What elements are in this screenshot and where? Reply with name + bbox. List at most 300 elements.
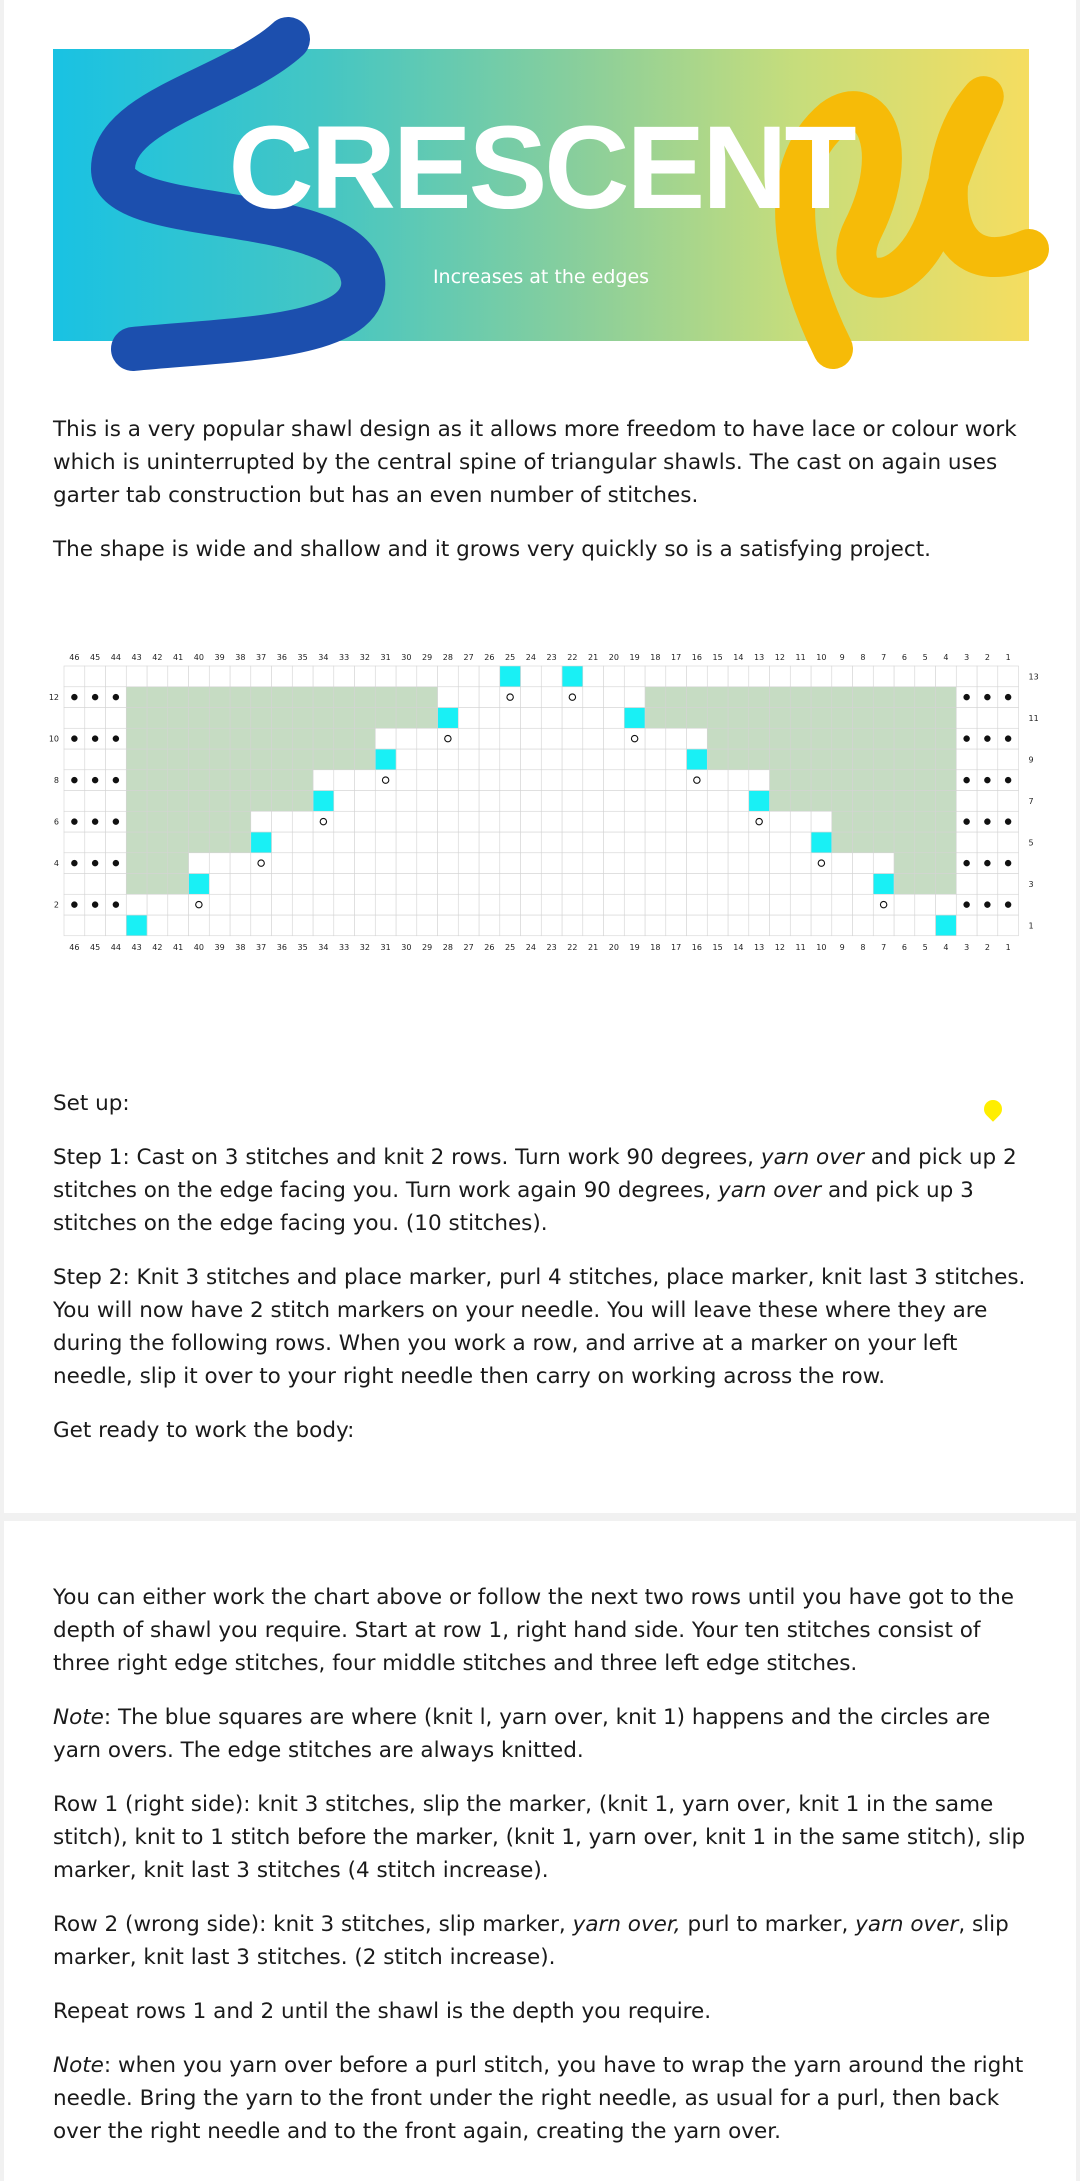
- chart-cell: [521, 728, 542, 749]
- chart-cell: [873, 811, 894, 832]
- chart-cell: [126, 791, 147, 812]
- chart-cell: [915, 708, 936, 729]
- chart-cell: [915, 666, 936, 687]
- column-label-bottom: 24: [525, 942, 536, 952]
- edge-stitch-dot: [963, 860, 969, 866]
- edge-stitch-dot: [113, 818, 119, 824]
- chart-cell: [85, 915, 106, 936]
- chart-cell: [313, 832, 334, 853]
- chart-cell: [458, 832, 479, 853]
- setup-step-1: Step 1: Cast on 3 stitches and knit 2 rows. Turn work 90 degrees, yarn over and pick up 2 stitches on the edge facing you. Turn work again 90 degrees, yarn over and pick up 3 stitches on the edge facing you. (10 stitches).: [53, 1145, 1017, 1236]
- chart-cell: [873, 687, 894, 708]
- chart-cell: [832, 915, 853, 936]
- chart-cell: [521, 770, 542, 791]
- chart-cell: [396, 853, 417, 874]
- column-label-bottom: 26: [484, 942, 495, 952]
- chart-cell: [707, 728, 728, 749]
- column-label-bottom: 2: [984, 942, 990, 952]
- chart-cell: [811, 708, 832, 729]
- chart-cell: [811, 832, 832, 853]
- document-page-1: [4, 0, 1076, 1513]
- chart-cell: [977, 915, 998, 936]
- chart-cell: [85, 666, 106, 687]
- chart-cell: [147, 915, 168, 936]
- chart-cell: [458, 687, 479, 708]
- chart-cell: [334, 853, 355, 874]
- edge-stitch-dot: [71, 860, 77, 866]
- chart-cell: [832, 894, 853, 915]
- chart-cell: [956, 791, 977, 812]
- chart-cell: [126, 687, 147, 708]
- chart-cell: [749, 687, 770, 708]
- row-label-left: 12: [48, 693, 59, 703]
- chart-cell: [500, 874, 521, 895]
- chart-cell: [417, 894, 438, 915]
- column-label-bottom: 7: [881, 942, 887, 952]
- chart-cell: [292, 791, 313, 812]
- chart-cell: [707, 915, 728, 936]
- column-label-bottom: 12: [774, 942, 785, 952]
- chart-cell: [873, 832, 894, 853]
- edge-stitch-dot: [1005, 735, 1011, 741]
- chart-cell: [687, 915, 708, 936]
- chart-cell: [375, 874, 396, 895]
- chart-cell: [604, 811, 625, 832]
- chart-cell: [396, 915, 417, 936]
- chart-cell: [85, 791, 106, 812]
- chart-cell: [521, 853, 542, 874]
- chart-cell: [64, 915, 85, 936]
- chart-cell: [334, 728, 355, 749]
- row-label-right: 1: [1028, 921, 1034, 931]
- chart-cell: [894, 749, 915, 770]
- chart-cell: [106, 832, 127, 853]
- chart-cell: [126, 728, 147, 749]
- chart-cell: [521, 811, 542, 832]
- chart-cell: [811, 749, 832, 770]
- chart-cell: [396, 687, 417, 708]
- chart-cell: [541, 770, 562, 791]
- chart-cell: [832, 687, 853, 708]
- chart-cell: [168, 791, 189, 812]
- chart-cell: [521, 894, 542, 915]
- chart-cell: [770, 666, 791, 687]
- chart-cell: [915, 728, 936, 749]
- chart-cell: [251, 708, 272, 729]
- chart-cell: [458, 874, 479, 895]
- chart-cell: [521, 666, 542, 687]
- chart-cell: [749, 853, 770, 874]
- chart-cell: [209, 894, 230, 915]
- row-label-left: 6: [53, 817, 59, 827]
- yarn-over-circle: [507, 694, 513, 700]
- chart-cell: [209, 666, 230, 687]
- chart-cell: [168, 666, 189, 687]
- chart-cell: [624, 791, 645, 812]
- column-label-bottom: 39: [214, 942, 225, 952]
- chart-cell: [915, 832, 936, 853]
- chart-cell: [894, 728, 915, 749]
- row-label-left: 2: [53, 900, 59, 910]
- column-label-bottom: 10: [816, 942, 827, 952]
- chart-cell: [624, 687, 645, 708]
- edge-stitch-dot: [963, 818, 969, 824]
- edge-stitch-dot: [113, 694, 119, 700]
- column-label-top: 24: [525, 653, 536, 662]
- chart-cell: [604, 708, 625, 729]
- edge-stitch-dot: [984, 818, 990, 824]
- chart-cell: [583, 708, 604, 729]
- chart-cell: [147, 894, 168, 915]
- chart-cell: [770, 708, 791, 729]
- chart-cell: [998, 915, 1019, 936]
- chart-cell: [334, 874, 355, 895]
- edge-stitch-dot: [92, 901, 98, 907]
- chart-cell: [85, 749, 106, 770]
- chart-cell: [458, 666, 479, 687]
- edge-stitch-dot: [92, 735, 98, 741]
- chart-cell: [915, 811, 936, 832]
- chart-cell: [956, 874, 977, 895]
- column-label-top: 29: [422, 653, 433, 662]
- chart-cell: [189, 874, 210, 895]
- chart-cell: [417, 749, 438, 770]
- chart-cell: [334, 770, 355, 791]
- setup-step-2: Step 2: Knit 3 stitches and place marker, purl 4 stitches, place marker, knit last 3 stitches. You will now have 2 stitch markers on your needle. You will leave these where they are during the following rows. When you work a row, and arrive at a marker on your left needle, slip it over to your right needle then carry on working across the row.: [53, 1265, 1026, 1389]
- chart-cell: [334, 894, 355, 915]
- edge-stitch-dot: [71, 818, 77, 824]
- row-label-right: 3: [1028, 879, 1034, 889]
- chart-cell: [770, 770, 791, 791]
- chart-cell: [666, 708, 687, 729]
- chart-cell: [666, 666, 687, 687]
- chart-cell: [749, 915, 770, 936]
- chart-cell: [956, 708, 977, 729]
- column-label-bottom: 36: [276, 942, 287, 952]
- chart-cell: [251, 894, 272, 915]
- chart-cell: [438, 770, 459, 791]
- chart-cell: [209, 728, 230, 749]
- chart-cell: [936, 687, 957, 708]
- chart-cell: [998, 832, 1019, 853]
- chart-cell: [936, 749, 957, 770]
- chart-cell: [562, 811, 583, 832]
- chart-cell: [209, 853, 230, 874]
- chart-cell: [624, 708, 645, 729]
- chart-cell: [479, 915, 500, 936]
- chart-cell: [707, 749, 728, 770]
- chart-cell: [189, 791, 210, 812]
- column-label-bottom: 6: [901, 942, 907, 952]
- chart-cell: [251, 874, 272, 895]
- chart-cell: [541, 811, 562, 832]
- chart-cell: [666, 687, 687, 708]
- column-label-top: 39: [214, 653, 225, 662]
- row-1-instructions: Row 1 (right side): knit 3 stitches, slip the marker, (knit 1, yarn over, knit 1 in the same stitch), knit to 1 stitch before the marker, (knit 1, yarn over, knit 1 in the same stitch), slip marker, knit last 3 stitches (4 stitch increase).: [53, 1792, 1026, 1883]
- chart-cell: [396, 894, 417, 915]
- chart-cell: [707, 811, 728, 832]
- banner-title: CRESCENT: [228, 102, 854, 234]
- chart-cell: [126, 832, 147, 853]
- chart-cell: [272, 853, 293, 874]
- chart-cell: [977, 708, 998, 729]
- column-label-top: 21: [588, 653, 599, 662]
- chart-cell: [521, 791, 542, 812]
- yarn-over-circle: [382, 777, 388, 783]
- column-label-bottom: 20: [608, 942, 619, 952]
- chart-cell: [790, 770, 811, 791]
- column-label-top: 20: [608, 653, 619, 662]
- chart-cell: [189, 708, 210, 729]
- chart-cell: [770, 687, 791, 708]
- body-paragraph-1: You can either work the chart above or follow the next two rows until you have got to the depth of shawl you require. Start at row 1, right hand side. Your ten stitches consist of three right edge stitches, four middle stitches and three left edge stitches.: [53, 1585, 1014, 1676]
- chart-cell: [147, 832, 168, 853]
- chart-cell: [936, 811, 957, 832]
- chart-cell: [251, 832, 272, 853]
- chart-cell: [687, 791, 708, 812]
- chart-cell: [417, 853, 438, 874]
- chart-cell: [292, 770, 313, 791]
- chart-cell: [687, 853, 708, 874]
- chart-cell: [417, 874, 438, 895]
- edge-stitch-dot: [963, 735, 969, 741]
- chart-cell: [189, 853, 210, 874]
- chart-cell: [853, 832, 874, 853]
- chart-cell: [915, 853, 936, 874]
- chart-cell: [355, 687, 376, 708]
- chart-cell: [355, 666, 376, 687]
- chart-cell: [853, 874, 874, 895]
- chart-cell: [272, 728, 293, 749]
- chart-cell: [313, 749, 334, 770]
- chart-cell: [728, 770, 749, 791]
- chart-cell: [894, 791, 915, 812]
- chart-cell: [396, 666, 417, 687]
- chart-cell: [168, 687, 189, 708]
- chart-cell: [147, 853, 168, 874]
- chart-cell: [604, 749, 625, 770]
- column-label-top: 46: [69, 653, 80, 662]
- intro-paragraph-1: This is a very popular shawl design as it allows more freedom to have lace or colour work which is uninterrupted by the central spine of triangular shawls. The cast on again uses garter tab construction but has an even number of stitches.: [53, 417, 1017, 508]
- yarn-over-circle: [569, 694, 575, 700]
- chart-cell: [85, 832, 106, 853]
- chart-cell: [853, 915, 874, 936]
- chart-cell: [521, 708, 542, 729]
- chart-cell: [230, 894, 251, 915]
- chart-cell: [956, 666, 977, 687]
- chart-cell: [583, 894, 604, 915]
- chart-cell: [64, 832, 85, 853]
- chart-cell: [853, 666, 874, 687]
- column-label-bottom: 13: [754, 942, 765, 952]
- chart-cell: [106, 708, 127, 729]
- chart-cell: [230, 832, 251, 853]
- chart-cell: [790, 832, 811, 853]
- chart-cell: [853, 791, 874, 812]
- chart-cell: [313, 666, 334, 687]
- chart-cell: [873, 666, 894, 687]
- chart-cell: [272, 832, 293, 853]
- chart-cell: [168, 749, 189, 770]
- chart-cell: [666, 894, 687, 915]
- chart-cell: [417, 770, 438, 791]
- chart-cell: [687, 894, 708, 915]
- chart-cell: [583, 687, 604, 708]
- chart-cell: [936, 894, 957, 915]
- chart-cell: [313, 853, 334, 874]
- chart-cell: [251, 728, 272, 749]
- chart-cell: [334, 687, 355, 708]
- column-label-top: 33: [339, 653, 350, 662]
- chart-cell: [707, 708, 728, 729]
- chart-cell: [500, 708, 521, 729]
- chart-cell: [853, 811, 874, 832]
- row-label-left: 8: [53, 776, 59, 786]
- chart-cell: [687, 687, 708, 708]
- setup-heading: Set up:: [53, 1091, 130, 1116]
- column-label-bottom: 9: [839, 942, 845, 952]
- chart-cell: [230, 728, 251, 749]
- chart-cell: [998, 874, 1019, 895]
- column-label-bottom: 38: [235, 942, 246, 952]
- chart-cell: [500, 894, 521, 915]
- chart-cell: [500, 791, 521, 812]
- chart-cell: [645, 666, 666, 687]
- chart-cell: [624, 749, 645, 770]
- chart-cell: [272, 749, 293, 770]
- note-1: Note: The blue squares are where (knit l, yarn over, knit 1) happens and the circles are yarn overs. The edge stitches are always knitted.: [53, 1705, 991, 1763]
- row-label-right: 13: [1028, 672, 1039, 682]
- chart-cell: [894, 811, 915, 832]
- column-label-bottom: 41: [173, 942, 184, 952]
- chart-cell: [147, 811, 168, 832]
- chart-cell: [438, 708, 459, 729]
- chart-cell: [126, 708, 147, 729]
- chart-cell: [292, 666, 313, 687]
- chart-cell: [500, 915, 521, 936]
- chart-cell: [583, 853, 604, 874]
- chart-cell: [479, 666, 500, 687]
- chart-cell: [189, 811, 210, 832]
- chart-cell: [645, 770, 666, 791]
- chart-cell: [147, 791, 168, 812]
- chart-cell: [458, 853, 479, 874]
- chart-cell: [832, 708, 853, 729]
- chart-cell: [168, 728, 189, 749]
- column-label-top: 31: [380, 653, 391, 662]
- column-label-bottom: 11: [795, 942, 806, 952]
- chart-cell: [645, 749, 666, 770]
- chart-cell: [375, 749, 396, 770]
- chart-cell: [147, 708, 168, 729]
- chart-cell: [64, 874, 85, 895]
- chart-cell: [811, 874, 832, 895]
- chart-cell: [624, 853, 645, 874]
- chart-cell: [209, 791, 230, 812]
- column-label-bottom: 4: [943, 942, 949, 952]
- chart-cell: [645, 894, 666, 915]
- edge-stitch-dot: [1005, 777, 1011, 783]
- yarn-over-circle: [258, 860, 264, 866]
- chart-cell: [583, 770, 604, 791]
- chart-cell: [355, 853, 376, 874]
- chart-cell: [936, 915, 957, 936]
- column-label-top: 22: [567, 653, 578, 662]
- chart-cell: [334, 708, 355, 729]
- chart-cell: [624, 666, 645, 687]
- chart-cell: [375, 915, 396, 936]
- chart-cell: [209, 770, 230, 791]
- chart-cell: [251, 811, 272, 832]
- chart-cell: [853, 853, 874, 874]
- chart-cell: [645, 874, 666, 895]
- chart-cell: [209, 687, 230, 708]
- chart-cell: [292, 915, 313, 936]
- chart-cell: [251, 666, 272, 687]
- chart-cell: [811, 894, 832, 915]
- chart-cell: [334, 666, 355, 687]
- chart-cell: [956, 749, 977, 770]
- chart-cell: [64, 791, 85, 812]
- chart-cell: [790, 894, 811, 915]
- chart-cell: [604, 832, 625, 853]
- chart-cell: [189, 728, 210, 749]
- chart-cell: [770, 791, 791, 812]
- chart-cell: [417, 791, 438, 812]
- document-page-2: [4, 1521, 1076, 2181]
- chart-cell: [189, 666, 210, 687]
- column-label-bottom: 1: [1005, 942, 1011, 952]
- chart-cell: [479, 687, 500, 708]
- row-label-right: 11: [1028, 713, 1039, 723]
- chart-cell: [334, 832, 355, 853]
- chart-cell: [811, 687, 832, 708]
- chart-cell: [396, 728, 417, 749]
- yarn-over-circle: [818, 860, 824, 866]
- yarn-over-circle: [445, 735, 451, 741]
- chart-cell: [147, 687, 168, 708]
- chart-cell: [604, 791, 625, 812]
- chart-cell: [375, 894, 396, 915]
- column-label-bottom: 37: [256, 942, 267, 952]
- chart-cell: [521, 832, 542, 853]
- chart-cell: [666, 874, 687, 895]
- chart-cell: [355, 749, 376, 770]
- body-section: [53, 1581, 1029, 2169]
- chart-cell: [251, 791, 272, 812]
- column-label-bottom: 31: [380, 942, 391, 952]
- edge-stitch-dot: [113, 735, 119, 741]
- chart-cell: [790, 874, 811, 895]
- column-label-top: 14: [733, 653, 744, 662]
- chart-cell: [936, 874, 957, 895]
- chart-cell: [521, 915, 542, 936]
- column-label-top: 23: [546, 653, 557, 662]
- chart-cell: [417, 708, 438, 729]
- chart-cell: [853, 728, 874, 749]
- body-heading: Get ready to work the body:: [53, 1418, 355, 1443]
- edge-stitch-dot: [1005, 694, 1011, 700]
- chart-cell: [832, 666, 853, 687]
- chart-cell: [666, 791, 687, 812]
- chart-cell: [334, 791, 355, 812]
- chart-cell: [832, 832, 853, 853]
- chart-cell: [541, 666, 562, 687]
- chart-cell: [168, 874, 189, 895]
- yarn-over-circle: [880, 901, 886, 907]
- chart-cell: [355, 874, 376, 895]
- chart-cell: [645, 687, 666, 708]
